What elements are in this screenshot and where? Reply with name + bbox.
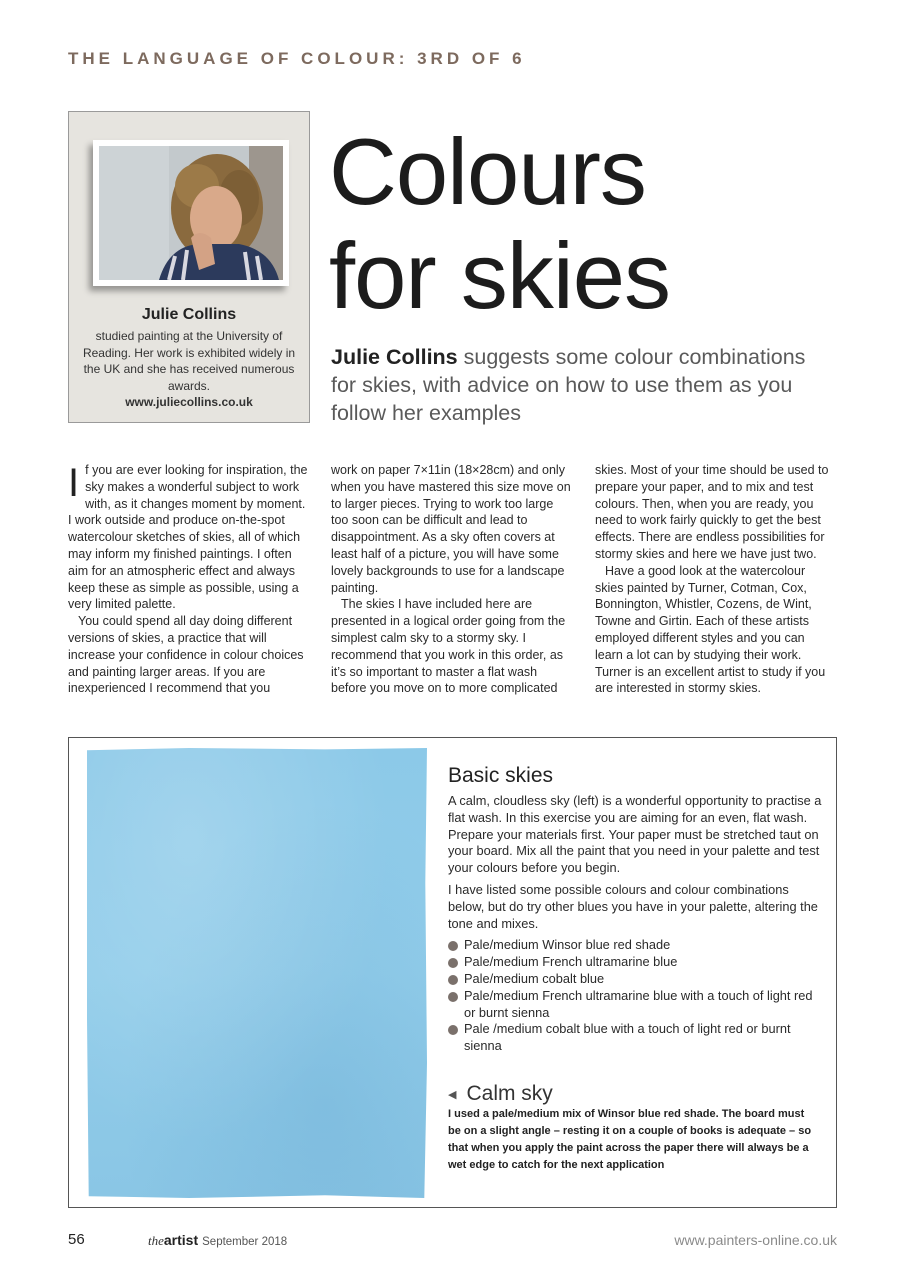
website-link[interactable]: www.painters-online.co.uk: [674, 1232, 837, 1248]
bio-website-link[interactable]: www.juliecollins.co.uk: [125, 395, 253, 409]
body-column-1: [68, 462, 308, 697]
title-line-2: for skies: [329, 223, 670, 328]
colour-list-item: Pale/medium cobalt blue: [448, 971, 823, 988]
body-paragraph: The skies I have included here are presented in a logical order going from the simplest calm sky to a stormy sky. I recommend that you work in this order, as it’s so important to master a flat wash before you move on to more complicated: [331, 597, 566, 696]
calm-sky-painting: [87, 748, 427, 1198]
basic-skies-text: [448, 793, 823, 1055]
body-paragraph: f you are ever looking for inspiration, the sky makes a wonderful subject to work with, as it changes moment by moment. I work outside and produce on-the-spot watercolour sketches of skies, all of which may inform my finished paintings. I often aim for an atmospheric effect and always keep these as simple as possible, using a very limited palette.: [68, 463, 308, 612]
basic-paragraph: A calm, cloudless sky (left) is a wonderful opportunity to practise a flat wash. In this exercise you are aiming for an even, flat wash. Prepare your materials first. Your paper must be stretched taut on your board. Mix all the paint that you need in your palette and test your colours before you begin.: [448, 793, 822, 876]
issue-date: September 2018: [202, 1236, 288, 1248]
colour-list-item: Pale/medium Winsor blue red shade: [448, 937, 823, 954]
basic-paragraph: I have listed some possible colours and colour combinations below, but do try other blues you have in your palette, altering the tone and mixes.: [448, 881, 818, 931]
page-number: 56: [68, 1231, 85, 1248]
body-paragraph: You could spend all day doing different versions of skies, a practice that will increase your confidence in colour choices and painting larger areas. If you are inexperienced I recommend that you: [68, 614, 304, 696]
title-line-1: Colours: [329, 119, 646, 224]
body-paragraph: Have a good look at the watercolour skies painted by Turner, Cotman, Cox, Bonnington, Whistler, Cozens, de Wint, Towne and Girtin. Each of these artists employed different styles and you can learn a lot can by studying their work. Turner is an excellent artist to study if you are interested in stormy skies.: [595, 563, 826, 696]
calm-sky-caption: I used a pale/medium mix of Winsor blue red shade. The board must be on a slight angle – resting it on a couple of books is adequate – so that when you apply the paint across the paper there will always be a wet edge to catch for the next application: [448, 1108, 812, 1171]
article-title: [329, 120, 670, 328]
bio-description: [81, 328, 297, 411]
drop-cap: I: [68, 461, 80, 505]
bio-author-name: Julie Collins: [141, 306, 237, 323]
colour-list-item: Pale/medium French ultramarine blue with a touch of light red or burnt sienna: [448, 988, 823, 1022]
body-column-3: [595, 462, 835, 697]
bio-text: studied painting at the University of Reading. Her work is exhibited widely in the UK and she has received numerous awards.: [82, 329, 296, 393]
masthead-artist: artist: [163, 1232, 199, 1248]
masthead-the: the: [148, 1233, 164, 1248]
colour-list: [448, 937, 823, 1055]
series-label: THE LANGUAGE OF COLOUR: 3RD OF 6: [68, 49, 526, 68]
calm-sky-title: Calm sky: [466, 1082, 553, 1105]
calm-sky-caption-heading: [448, 1082, 553, 1106]
author-photo: [93, 140, 289, 286]
standfirst-author: Julie Collins: [331, 345, 458, 369]
body-paragraph: skies. Most of your time should be used to prepare your paper, and to mix and test colours. Then, when you are ready, you need to work fairly quickly to get the best effects. There are endless possibilities for stormy skies and here we have just two.: [595, 463, 829, 561]
magazine-masthead: [148, 1232, 287, 1249]
colour-list-item: Pale /medium cobalt blue with a touch of light red or burnt sienna: [448, 1021, 823, 1055]
body-paragraph: work on paper 7×11in (18×28cm) and only when you have mastered this size move on to larger pieces. Trying to work too large too soon can be difficult and lead to disappointment. As a sky often covers at least half of a picture, you will have some lovely backgrounds to use for a landscape painting.: [331, 463, 571, 595]
author-bio-box: [68, 111, 310, 423]
left-arrow-icon: ◀: [448, 1088, 457, 1101]
colour-list-item: Pale/medium French ultramarine blue: [448, 954, 823, 971]
basic-skies-panel: [68, 737, 837, 1208]
basic-skies-heading: Basic skies: [448, 764, 554, 787]
author-portrait-image: [99, 146, 283, 280]
standfirst-text: suggests some colour combinations for skies, with advice on how to use them as you follow her examples: [331, 345, 806, 425]
standfirst: [331, 343, 831, 427]
body-column-2: [331, 462, 571, 697]
